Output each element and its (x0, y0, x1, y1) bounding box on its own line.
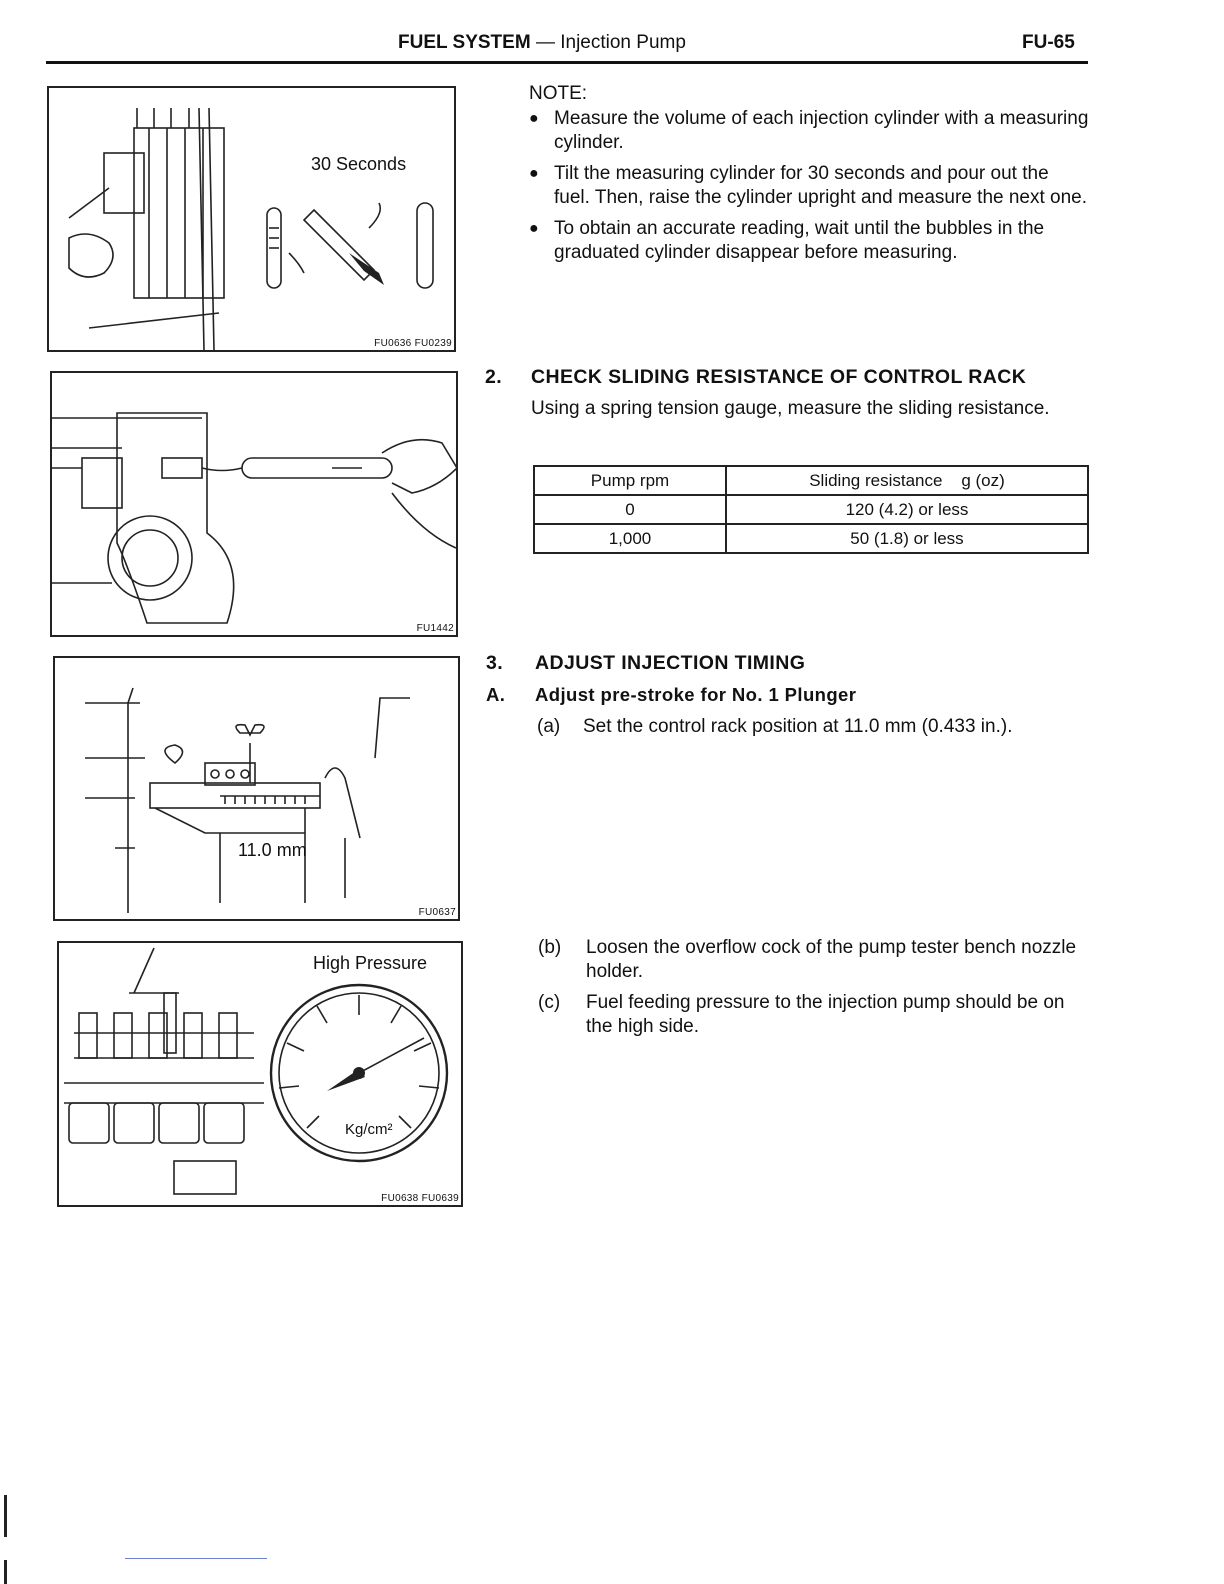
table-cell: 1,000 (534, 524, 726, 553)
figure-label: 30 Seconds (311, 154, 407, 174)
figure-spring-tension-gauge (50, 371, 458, 637)
item-marker: (a) (537, 716, 561, 737)
step-title: CHECK SLIDING RESISTANCE OF CONTROL RACK (531, 366, 1027, 388)
page-number: FU-65 (1022, 32, 1075, 53)
section-title: FUEL SYSTEM (398, 32, 531, 53)
scan-edge-mark (4, 1495, 7, 1537)
table-cell: 0 (534, 495, 726, 524)
step-body: Using a spring tension gauge, measure the sliding resistance. (531, 398, 1050, 419)
figure-code: FU0638 FU0639 (381, 1193, 459, 1204)
figure-code: FU1442 (416, 623, 454, 634)
bullet-icon: ● (529, 220, 539, 237)
note-bullet-text: Measure the volume of each injection cylinder with a measuring cylinder. (554, 108, 1089, 153)
list-item (529, 107, 1089, 155)
scan-edge-mark (4, 1560, 7, 1584)
list-item (529, 162, 1089, 210)
list-item (538, 991, 1098, 1039)
note-bullet-text: Tilt the measuring cylinder for 30 seconds and pour out the fuel. Then, raise the cylinder upright and measure the next one. (554, 163, 1088, 208)
table-cell: 120 (4.2) or less (726, 495, 1088, 524)
substep-letter: A. (486, 684, 506, 705)
list-item (529, 217, 1089, 265)
bullet-icon: ● (529, 165, 539, 182)
figure-pressure-gauge (57, 941, 463, 1207)
table-row (534, 524, 1088, 553)
measuring-cylinder-illustration (49, 88, 454, 350)
bullet-icon: ● (529, 110, 539, 127)
item-text: Loosen the overflow cock of the pump tester bench nozzle holder. (586, 937, 1077, 982)
step-number: 2. (485, 366, 503, 388)
list-item (538, 936, 1098, 984)
item-text: Set the control rack position at 11.0 mm (0.433 in.). (583, 716, 1013, 737)
figure-label: 11.0 mm (238, 840, 307, 860)
step-number: 3. (486, 652, 504, 674)
item-marker: (b) (538, 937, 562, 958)
header-separator: — (535, 32, 555, 53)
sliding-resistance-table (533, 465, 1089, 554)
control-rack-gauge-illustration (55, 658, 458, 919)
gauge-unit-label: Kg/cm² (345, 1121, 393, 1138)
scan-rule (125, 1558, 267, 1559)
step-title: ADJUST INJECTION TIMING (535, 652, 806, 674)
table-header-row (534, 466, 1088, 495)
figure-label: High Pressure (313, 953, 428, 973)
page-header (398, 32, 686, 54)
item-text: Fuel feeding pressure to the injection pump should be on the high side. (586, 992, 1065, 1037)
subsection-title: Injection Pump (560, 32, 686, 53)
note-title: NOTE: (529, 83, 588, 104)
table-header: Sliding resistance g (oz) (726, 466, 1088, 495)
table-cell: 50 (1.8) or less (726, 524, 1088, 553)
note-bullet-text: To obtain an accurate reading, wait until the bubbles in the graduated cylinder disappear before measuring. (554, 218, 1045, 263)
figure-control-rack-gauge (53, 656, 460, 921)
note-block (529, 82, 1089, 265)
substep-title: Adjust pre-stroke for No. 1 Plunger (535, 684, 857, 705)
table-header: Pump rpm (534, 466, 726, 495)
item-marker: (c) (538, 992, 561, 1013)
header-rule (46, 61, 1088, 64)
pressure-gauge-illustration (59, 943, 461, 1205)
list-item (537, 715, 1097, 739)
figure-code: FU0637 (418, 907, 456, 918)
spring-tension-gauge-illustration (52, 373, 456, 635)
table-row (534, 495, 1088, 524)
figure-code: FU0636 FU0239 (374, 338, 452, 349)
figure-measuring-cylinder (47, 86, 456, 352)
